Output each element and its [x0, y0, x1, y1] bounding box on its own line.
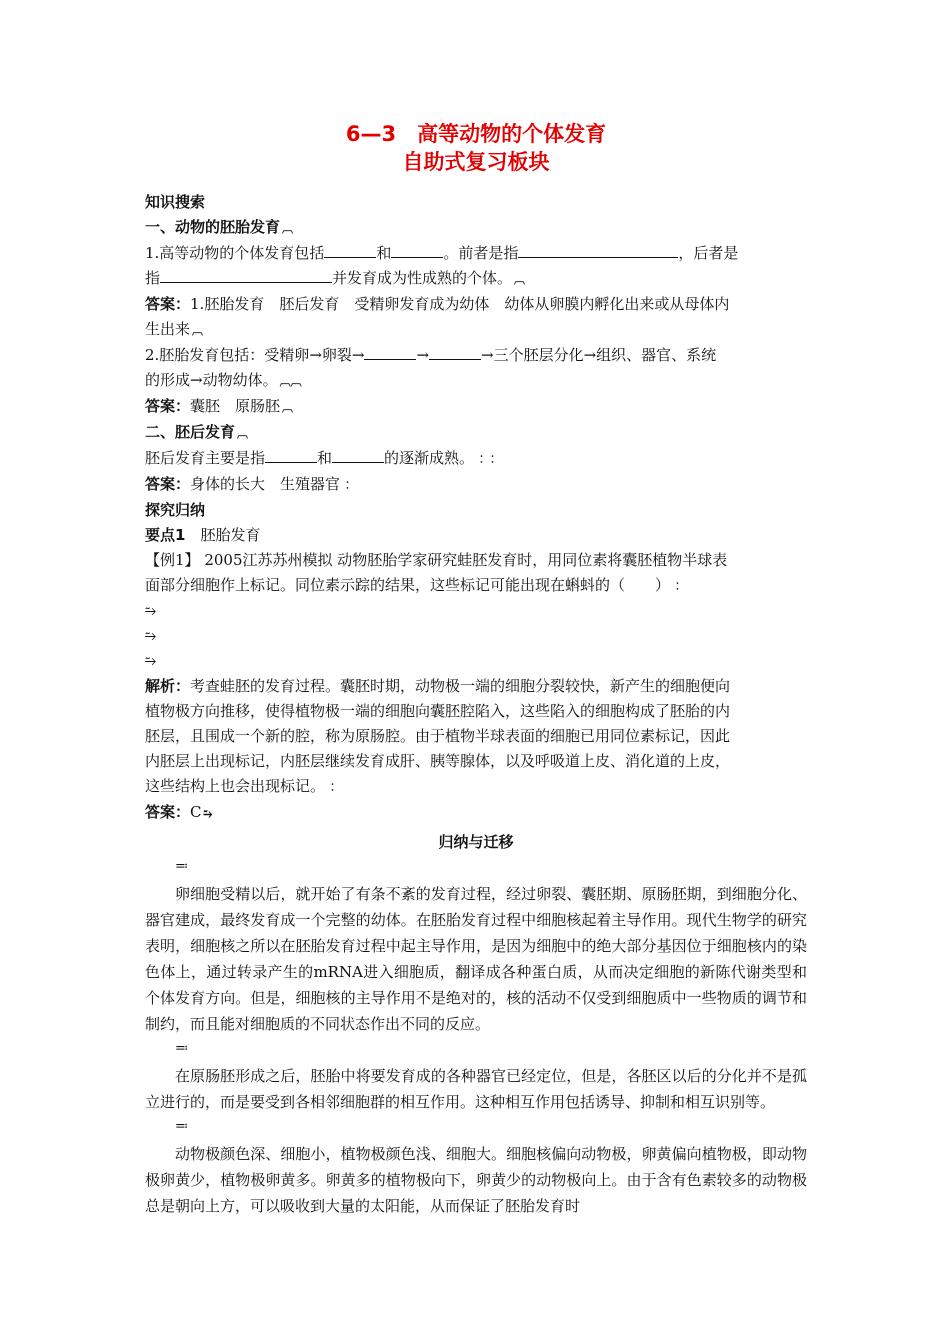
answer-blank — [324, 243, 376, 258]
title-line-2: 自助式复习板块 — [402, 150, 550, 174]
answer-1-line-1: 答案：1.胚胎发育 胚后发育 受精卵发育成为幼体 幼体从卵膜内孵化出来或从母体内 — [145, 295, 730, 313]
paragraph-glyph-icon: ≕ — [175, 1041, 188, 1056]
colon-mark-icon: ︰ — [327, 781, 339, 794]
section-heading-summary: 归纳与迁移 — [438, 833, 514, 851]
stack-mark-icon: ︹ — [192, 324, 204, 337]
option-glyph-icon: ⥲ — [145, 628, 157, 644]
option-glyph-icon: ⥲ — [145, 603, 157, 619]
answer-blank — [332, 448, 384, 463]
section-heading-exploration: 探究归纳 — [145, 501, 206, 519]
title-line-1: 6—3 高等动物的个体发育 — [345, 122, 607, 146]
paragraph-glyph-icon: ≕ — [175, 1119, 188, 1134]
stack-mark-icon: ︹ — [282, 222, 294, 235]
example-1-line-1: 【例1】 2005江苏苏州模拟 动物胚胎学家研究蛙胚发育时，用同位素将囊胚植物半球表 — [145, 551, 728, 569]
analysis-line-1: 解析：考查蛙胚的发育过程。囊胚时期，动物极一端的细胞分裂较快，新产生的细胞便向 — [145, 677, 731, 695]
option-glyph-icon: ⥲ — [203, 807, 213, 820]
section-heading-knowledge-search: 知识搜索 — [145, 193, 206, 211]
answer-3: 答案：身体的长大 生殖器官 ︰ — [145, 475, 354, 493]
colon-mark-icon: ︰ — [672, 580, 684, 593]
summary-paragraph-1: 卵细胞受精以后，就开始了有条不紊的发育过程，经过卵裂、囊胚期、原肠胚期，到细胞分化、器官建成，最终发育成一个完整的幼体。在胚胎发育过程中细胞核起着主导作用。现代生物学的研究表明，细胞核之所以在胚胎发育过程中起主导作用，是因为细胞中的绝大部分基因位于细胞核内的染色体上，通过转录产生的mRNA进入细胞质，翻译成各种蛋白质，从而决定细胞的新陈代谢类型和个体发育方向。但是，细胞核的主导作用不是绝对的，核的活动不仅受到细胞质中一些物质的调节和制约，而且能对细胞质的不同状态作出不同的反应。 — [145, 885, 807, 1033]
analysis-line-5: 这些结构上也会出现标记。 ︰ — [145, 777, 339, 795]
double-stack-mark-icon: ︹︹ — [279, 375, 302, 388]
stack-mark-icon: ︹ — [282, 401, 294, 414]
question-2-line-2: 的形成→动物幼体。 ︹︹ — [145, 371, 302, 389]
option-glyph-icon: ⥲ — [145, 653, 157, 669]
example-1-line-2: 面部分细胞作上标记。同位素示踪的结果，这些标记可能出现在蝌蚪的（ ） ︰ — [145, 576, 684, 594]
question-3: 胚后发育主要是指 和 的逐渐成熟。 ︰︰ — [145, 449, 499, 467]
analysis-line-2: 植物极方向推移，使得植物极一端的细胞向囊胚腔陷入，这些陷入的细胞构成了胚胎的内 — [145, 702, 731, 720]
summary-paragraph-2: 在原肠胚形成之后，胚胎中将要发育成的各种器官已经定位，但是，各胚区以后的分化并不是孤立进行的，而是要受到各相邻细胞群的相互作用。这种相互作用包括诱导、抑制和相互识别等。 — [145, 1067, 807, 1111]
summary-paragraph-3: 动物极颜色深、细胞小，植物极颜色浅、细胞大。细胞核偏向动物极，卵黄偏向植物极，即动物极卵黄少，植物极卵黄多。卵黄多的植物极向下，卵黄少的动物极向上。由于含有色素较多的动物极总是朝向上方，可以吸收到大量的太阳能，从而保证了胚胎发育时 — [145, 1145, 807, 1215]
stack-mark-icon: ︹ — [514, 273, 526, 286]
colon-mark-icon: ︰ — [342, 479, 354, 492]
question-1-line-1: 1.高等动物的个体发育包括 和 。前者是指 ，后者是 — [145, 244, 739, 262]
document-body — [145, 120, 807, 1219]
answer-2: 答案：囊胚 原肠胚 ︹ — [145, 397, 294, 415]
answer-blank — [364, 345, 416, 360]
paragraph-glyph-icon: ≕ — [175, 859, 188, 874]
answer-blank — [518, 243, 678, 258]
key-point-1: 要点1 胚胎发育 — [145, 526, 261, 544]
subheading-post-embryonic: 二、胚后发育 ︹ — [145, 423, 249, 441]
question-2-line-1: 2.胚胎发育包括：受精卵→卵裂→ → →三个胚层分化→组织、器官、系统 — [145, 346, 717, 364]
colon-mark-icon: ︰︰ — [476, 453, 499, 466]
analysis-line-3: 胚层，且围成一个新的腔，称为原肠腔。由于植物半球表面的细胞已用同位素标记，因此 — [145, 727, 731, 745]
example-answer: 答案：C ⥲ — [145, 803, 213, 821]
answer-1-line-2: 生出来 ︹ — [145, 320, 204, 338]
analysis-line-4: 内胚层上出现标记，内胚层继续发育成肝、胰等腺体，以及呼吸道上皮、消化道的上皮， — [145, 752, 731, 770]
stack-mark-icon: ︹ — [237, 427, 249, 440]
subheading-embryonic-development: 一、动物的胚胎发育 ︹ — [145, 218, 294, 236]
answer-blank — [265, 448, 317, 463]
answer-blank — [391, 243, 443, 258]
answer-blank — [429, 345, 481, 360]
answer-blank — [160, 268, 332, 283]
question-1-line-2: 指 并发育成为性成熟的个体。 ︹ — [145, 269, 526, 287]
